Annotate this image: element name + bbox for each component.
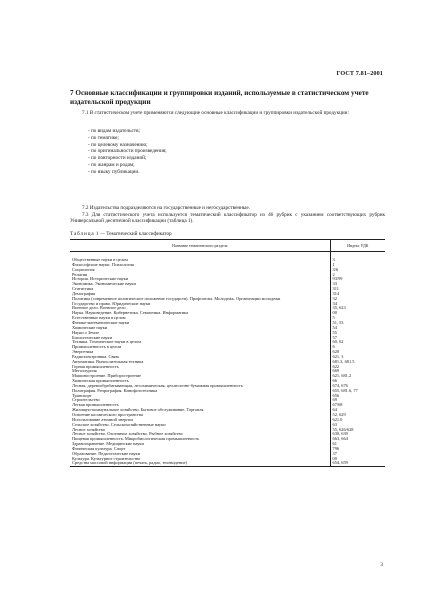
udc-code-cell: 32 <box>332 296 337 301</box>
udc-code-cell: 630, 639 <box>332 432 348 437</box>
topic-name-cell: Химические науки <box>70 326 330 331</box>
topic-name-cell: Биологические науки <box>70 336 330 341</box>
udc-code-cell: 663, 664 <box>332 437 348 442</box>
topic-name-cell: Лесное хозяйство <box>70 428 330 433</box>
table-body <box>70 252 385 467</box>
topic-name-cell: Общественные науки в целом <box>70 258 330 263</box>
udc-code-cell: 654, 659 <box>330 461 385 466</box>
udc-code-cell: 61 <box>332 442 337 447</box>
topic-name-cell: Жилищно-коммунальное хозяйство. Бытовое обслуживание. Торговля <box>70 408 330 413</box>
table-caption-word: Таблица <box>70 231 95 237</box>
topic-name-cell: Здравоохранение. Медицинские науки <box>70 442 330 447</box>
table-header-row <box>70 240 385 252</box>
udc-code-cell: 621, 681.2 <box>332 374 352 379</box>
topic-name-cell: Техника. Технические науки в целом <box>70 340 330 345</box>
udc-code-cell: 621.0 <box>332 417 343 422</box>
topic-name-cell: Автоматика. Вычислительная техника <box>70 360 330 365</box>
table-caption <box>70 231 172 237</box>
topic-name-cell: Лесная, деревообрабатывающая, лесохимическая, целлюлозно-бумажная промышленность <box>70 384 330 389</box>
udc-code-cell: 3 <box>332 258 335 262</box>
topic-name-cell: Естественные науки в целом <box>70 316 330 321</box>
udc-code-cell: 3/6 <box>332 267 339 272</box>
udc-code-cell: 5 <box>332 316 335 321</box>
udc-code-cell: 34 <box>332 301 337 306</box>
list-item: - по оригинальности произведения; <box>88 148 167 155</box>
udc-code-cell: 6 <box>332 345 335 350</box>
list-item: - по жанрам и родам; <box>88 161 135 168</box>
udc-code-cell: 681.3, 681.5 <box>332 359 355 364</box>
udc-code-cell: 55, 626/628 <box>332 427 354 432</box>
topic-name-cell: История. Исторические науки <box>70 277 330 282</box>
topic-name-cell: Экономика. Экономические науки <box>70 282 330 287</box>
topic-name-cell: Лесное хозяйство. Охотничье хозяйство. Рыбное хозяйство <box>70 432 330 437</box>
topic-name-cell: Горная промышленность <box>70 365 330 370</box>
topic-name-cell: Науки о Земле <box>70 331 330 336</box>
topic-name-cell: Полиграфия. Репрография. Кинофототехника <box>70 389 330 394</box>
list-item: - по языку публикации. <box>88 168 140 175</box>
udc-code-cell: 621. 3 <box>332 354 344 359</box>
topic-name-cell: Машиностроение. Приборостроение <box>70 374 330 379</box>
udc-code-cell: 1 <box>332 262 335 267</box>
table-caption-text: 1 — Тематический классификатор <box>94 231 172 237</box>
udc-code-cell: 622 <box>332 364 340 369</box>
topic-name-cell: Военное дело. Военное дело <box>70 306 330 311</box>
column-header-code: Индекс УДК <box>330 240 385 252</box>
classification-list <box>88 128 167 175</box>
udc-code-cell: 55 <box>332 330 337 335</box>
topic-name-cell: Философские науки. Психология <box>70 263 330 268</box>
topic-name-cell: Сельское хозяйство. Сельскохозяйственные науки <box>70 423 330 428</box>
topic-name-cell: Радиоэлектроника. Связь <box>70 355 330 360</box>
paragraph-7-3: 7.3 Для статистического учета используется тематический классификатор из 46 рубрик с указанием соответствующих рубрик Универсальной десятичной классификации (таблица 1). <box>70 212 385 225</box>
topic-name-cell: Металлургия <box>70 369 330 374</box>
topic-name-cell: Энергетика <box>70 350 330 355</box>
topic-name-cell: Политика (современное политическое положение государств). Профсоюзы. Молодежь. Организации молодежи <box>70 297 330 302</box>
list-item: - по повторности изданий; <box>88 155 147 161</box>
topic-name-cell: Транспорт <box>70 394 330 399</box>
udc-code-cell: 67/68 <box>332 403 343 408</box>
udc-code-cell: 66 <box>332 379 337 384</box>
thematic-classifier-table <box>70 239 385 467</box>
list-item: - по тематике; <box>88 134 119 141</box>
list-item: - по видам издательств; <box>88 128 140 134</box>
udc-code-cell: 57 <box>332 335 337 340</box>
topic-name-cell: Демография <box>70 292 330 297</box>
udc-code-cell: 69 <box>332 398 337 403</box>
topic-name-cell: Государство и право. Юридические науки <box>70 302 330 307</box>
udc-code-cell: 37 <box>332 451 337 456</box>
topic-name-cell: Легкая промышленность <box>70 403 330 408</box>
paragraph-7-2: 7.2 Издательства подразделяются на государственные и негосударственные. <box>82 205 251 211</box>
section-title: 7 Основные классификации и группировки изданий, используемые в статистическом учете издательской продукции <box>70 89 369 106</box>
topic-name-cell: Социология <box>70 268 330 273</box>
topic-name-cell: Статистика <box>70 287 330 292</box>
udc-code-cell: 60, 62 <box>332 340 344 345</box>
udc-code-cell: 33 <box>332 282 337 287</box>
udc-code-cell: 54 <box>332 325 337 330</box>
document-code: ГОСТ 7.81–2001 <box>336 70 383 77</box>
topic-name-cell: Наука. Науковедение. Кибернетика. Семиотика. Информатика <box>70 311 330 316</box>
udc-code-cell: 796 <box>332 446 340 451</box>
udc-code-cell: 93/99 <box>332 277 343 282</box>
list-item: - по целевому назначению; <box>88 141 148 148</box>
udc-code-cell: 64 <box>332 408 337 413</box>
udc-code-cell: 52, 629 <box>332 413 346 417</box>
udc-code-cell: 51, 53 <box>332 320 344 325</box>
paragraph-7-1: 7.1 В статистическом учете применяются следующие основные классификации и группировки издательской продукции: <box>82 110 349 116</box>
udc-code-cell: 35, 623 <box>332 306 346 311</box>
udc-code-cell: 311 <box>332 287 339 292</box>
page-number: 3 <box>380 562 383 568</box>
topic-name-cell: Освоение космического пространства <box>70 413 330 418</box>
topic-name-cell: Физическая культура. Спорт <box>70 447 330 452</box>
column-header-name: Название тематического раздела <box>70 240 330 252</box>
udc-code-cell: 655, 681.6, 77 <box>332 388 358 393</box>
topic-name-cell: Культура. Культурное строительство <box>70 457 330 462</box>
udc-code-cell: 00 <box>332 456 337 461</box>
udc-code-cell: 620 <box>332 350 340 355</box>
table-row <box>70 461 385 466</box>
udc-code-cell: 669 <box>332 369 340 374</box>
udc-code-cell: 656 <box>332 393 340 398</box>
udc-code-cell: 2 <box>332 272 335 277</box>
topic-name-cell: Пищевая промышленность. Микробиологическая промышленность <box>70 437 330 442</box>
topic-name-cell: Химическая промышленность <box>70 379 330 384</box>
topic-name-cell: Строительство <box>70 398 330 403</box>
topic-name-cell: Физико-математические науки <box>70 321 330 326</box>
topic-name-cell: Религия <box>70 273 330 278</box>
topic-name-cell: Образование. Педагогические науки <box>70 452 330 457</box>
udc-code-cell: 63 <box>332 422 337 427</box>
topic-name-cell: Использование атомной энергии <box>70 418 330 423</box>
topic-name-cell: Промышленность в целом <box>70 345 330 350</box>
udc-code-cell: 00 <box>332 311 337 316</box>
topic-name-cell: Средства массовой информации (печать, радио, телевидение) <box>70 461 330 466</box>
udc-code-cell: 314 <box>332 291 340 296</box>
udc-code-cell: 674, 676 <box>332 383 348 388</box>
